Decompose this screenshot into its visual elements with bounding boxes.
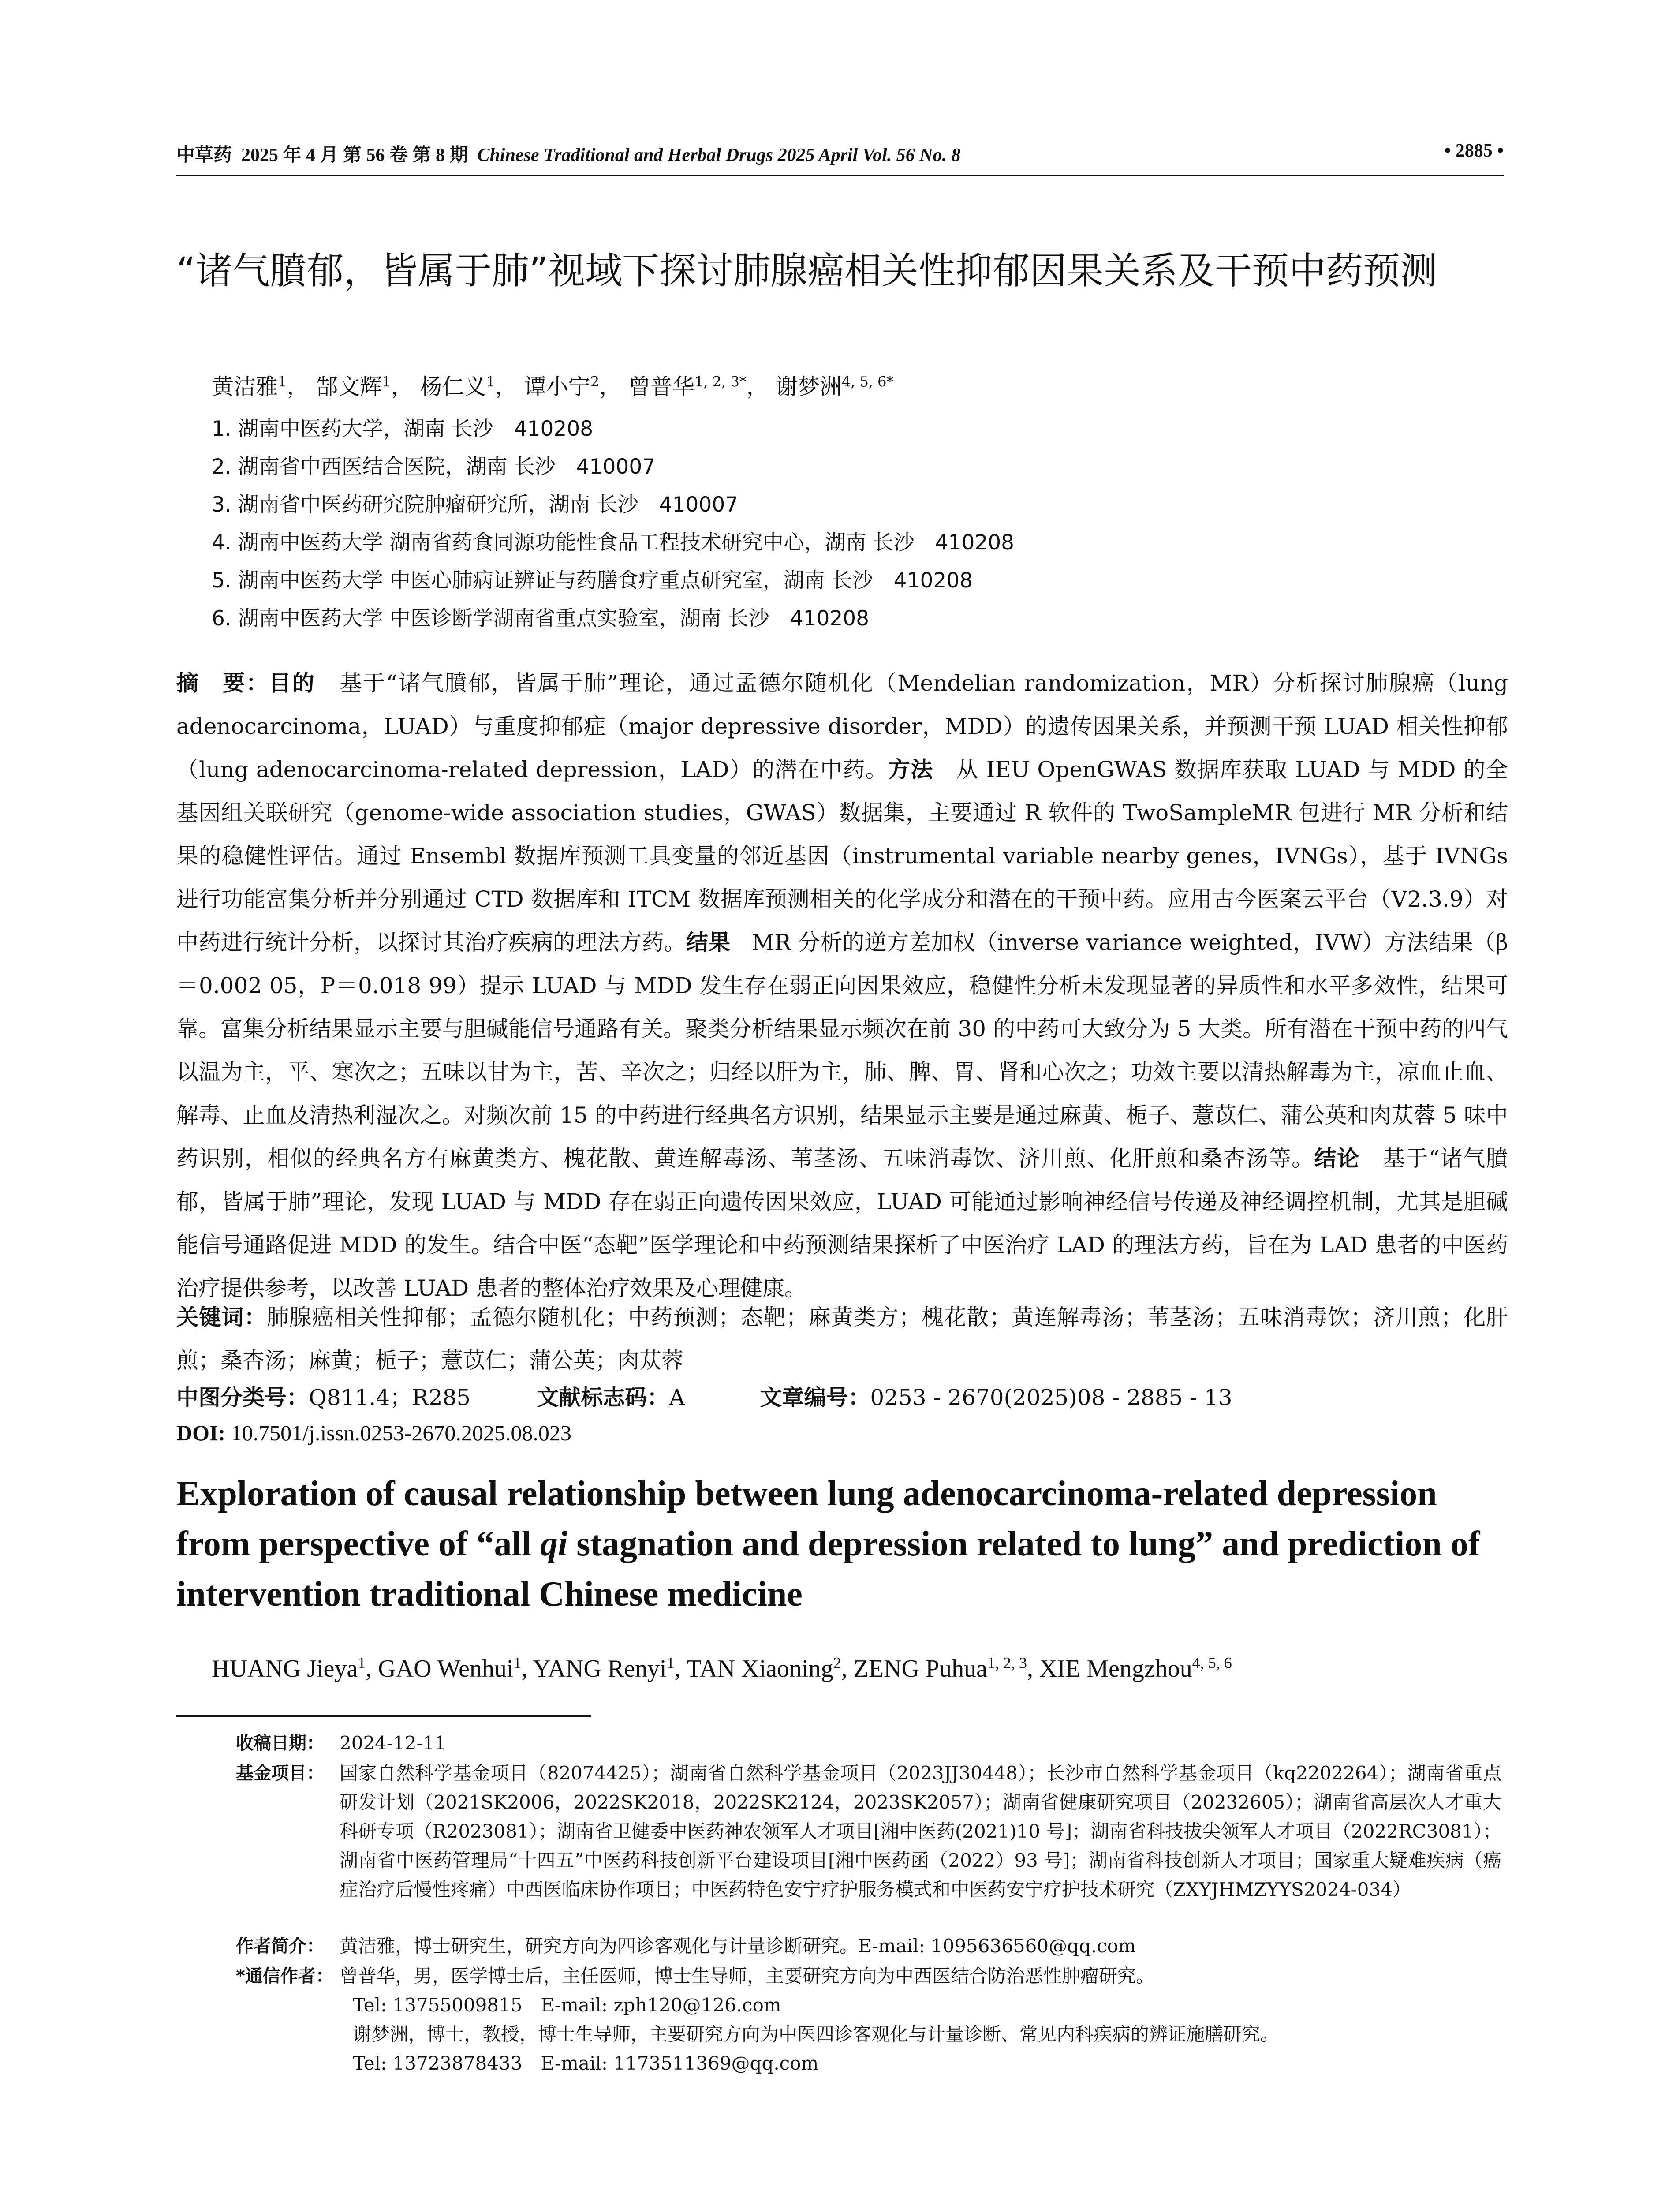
footnote-rule — [176, 1715, 591, 1717]
affiliation-item: 5. 湖南中医药大学 中医心肺病证辨证与药膳食疗重点研究室，湖南 长沙 410208 — [212, 568, 973, 593]
corr-line: 曾普华，男，医学博士后，主任医师，博士生导师，主要研究方向为中西医结合防治恶性肿瘤研究。 — [340, 1965, 1155, 1987]
doccode-value: A — [669, 1385, 685, 1410]
keywords — [176, 1296, 1508, 1382]
doccode-label: 文献标志码： — [537, 1385, 669, 1410]
author-en: XIE Mengzhou$^{4, 5, 6}$ — [1039, 1654, 1232, 1682]
conclusion-label: 结论 — [1314, 1146, 1360, 1171]
issue-info-cn: 2025 年 4 月 第 56 卷 第 8 期 — [241, 145, 468, 165]
abstract-conclusion: 基于“诸气膹郁，皆属于肺”理论，发现 LUAD 与 MDD 存在弱正向遗传因果效应，LUAD 可能通过影响神经信号传递及神经调控机制，尤其是胆碱能信号通路促进 MDD 的发生。结合中医“态靶”医学理论和中药预测结果探析了中医治疗 LAD 的理法方药，旨在为 LAD 患者的中医药治疗提供参考，以改善 LUAD 患者的整体治疗效果及心理健康。 — [176, 1146, 1508, 1301]
received-date: 收稿日期： 2024-12-11 — [236, 1732, 447, 1754]
author: 谢梦洲$^{4, 5, 6*}$ — [775, 373, 894, 400]
affiliation-item: 4. 湖南中医药大学 湖南省药食同源功能性食品工程技术研究中心，湖南 长沙 410208 — [212, 531, 1015, 555]
result-label: 结果 — [686, 930, 731, 955]
doi-label: DOI: — [176, 1420, 226, 1445]
article-number-value: 0253 - 2670(2025)08 - 2885 - 13 — [870, 1385, 1232, 1410]
affiliation-item: 1. 湖南中医药大学，湖南 长沙 410208 — [212, 417, 594, 441]
author-en: TAN Xiaoning$^2$ — [686, 1654, 841, 1682]
corr-line: 谢梦洲，博士，教授，博士生导师，主要研究方向为中医四诊客观化与计量诊断、常见内科疾病的辨证施膳研究。 — [353, 2023, 1279, 2045]
clc-label: 中图分类号： — [176, 1385, 309, 1410]
corr-line: Tel: 13755009815 E-mail: zph120@126.com — [353, 1994, 781, 2016]
author: 黄洁雅$^1$ — [212, 373, 287, 400]
author-en: ZENG Puhua$^{1, 2, 3}$ — [853, 1654, 1027, 1682]
affiliation-item: 3. 湖南省中医药研究院肿瘤研究所，湖南 长沙 410007 — [212, 493, 739, 517]
abstract-label: 摘 要： — [176, 670, 269, 696]
author: 杨仁义$^1$ — [420, 373, 495, 400]
article-title-cn: “诸气膹郁，皆属于肺”视域下探讨肺腺癌相关性抑郁因果关系及干预中药预测 — [176, 249, 1437, 292]
author-list-en: HUANG Jieya$^1$, GAO Wenhui$^1$, YANG Renyi$^1$, TAN Xiaoning$^2$, ZENG Puhua$^{1, 2, 3}$, XIE Mengzhou$^{4, 5, 6}$ — [212, 1654, 1232, 1682]
purpose-label: 目的 — [269, 670, 316, 696]
abstract-purpose: 基于“诸气膹郁，皆属于肺”理论，通过孟德尔随机化（Mendelian randomization，MR）分析探讨肺腺癌（lung adenocarcinoma，LUAD）与重度抑郁症（major depressive disorder，MDD）的遗传因果关系，并预测干预 LUAD 相关性抑郁（lung adenocarcinoma-related depression，LAD）的潜在中药。 — [176, 670, 1508, 782]
corresponding-authors: *通信作者： 曾普华，男，医学博士后，主任医师，博士生导师，主要研究方向为中西医结合防治恶性肿瘤研究。 Tel: 13755009815 E-mail: zph120@126.com 谢梦洲，博士，教授，博士生导师，主要研究方向为中医四诊客观化与计量诊断、常见内科疾病的辨证施膳研究。 Tel: 13723878433 E-mail: 1173511369@qq.com — [236, 1962, 1501, 2078]
affiliation-item: 2. 湖南省中西医结合医院，湖南 长沙 410007 — [212, 455, 656, 479]
page-number: • 2885 • — [1444, 141, 1504, 161]
author-list-cn: 黄洁雅$^1$， 郜文辉$^1$， 杨仁义$^1$， 谭小宁$^2$， 曾普华$^{1, 2, 3*}$， 谢梦洲$^{4, 5, 6*}$ — [212, 373, 894, 400]
abstract-result: MR 分析的逆方差加权（inverse variance weighted，IVW）方法结果（β＝0.002 05，P＝0.018 99）提示 LUAD 与 MDD 发生存在弱正向因果效应，稳健性分析未发现显著的异质性和水平多效性，结果可靠。富集分析结果显示主要与胆碱能信号通路有关。聚类分析结果显示频次在前 30 的中药可大致分为 5 大类。所有潜在干预中药的四气以温为主，平、寒次之；五味以甘为主，苦、辛次之；归经以肝为主，肺、脾、胃、肾和心次之；功效主要以清热解毒为主，凉血止血、解毒、止血及清热利湿次之。对频次前 15 的中药进行经典名方识别，结果显示主要是通过麻黄、栀子、薏苡仁、蒲公英和肉苁蓉 5 味中药识别，相似的经典名方有麻黄类方、槐花散、黄连解毒汤、苇茎汤、五味消毒饮、济川煎、化肝煎和桑杏汤等。 — [176, 930, 1508, 1171]
abstract — [176, 662, 1508, 1310]
running-header — [176, 140, 1504, 171]
article-title-en: Exploration of causal relationship between lung adenocarcinoma-related depression from perspective of “all qi stagnation and depression related to lung” and prediction of intervention traditional Chinese medicine — [176, 1474, 1480, 1614]
journal-name-cn: 中草药 — [176, 144, 232, 165]
affiliation-item: 6. 湖南中医药大学 中医诊断学湖南省重点实验室，湖南 长沙 410208 — [212, 606, 870, 631]
author: 郜文辉$^1$ — [316, 373, 391, 400]
abstract-method: 从 IEU OpenGWAS 数据库获取 LUAD 与 MDD 的全基因组关联研究（genome-wide association studies，GWAS）数据集，主要通过 R 软件的 TwoSampleMR 包进行 MR 分析和结果的稳健性评估。通过 Ensembl 数据库预测工具变量的邻近基因（instrumental variable nearby genes，IVNGs），基于 IVNGs 进行功能富集分析并分别通过 CTD 数据库和 ITCM 数据库预测相关的化学成分和潜在的干预中药。应用古今医案云平台（V2.3.9）对中药进行统计分析，以探讨其治疗疾病的理法方药。 — [176, 757, 1508, 955]
corr-line: Tel: 13723878433 E-mail: 1173511369@qq.com — [353, 2052, 819, 2074]
keywords-label: 关键词： — [176, 1304, 267, 1330]
author-bio: 作者简介： 黄洁雅，博士研究生，研究方向为四诊客观化与计量诊断研究。E-mail: 1095636560@qq.com — [236, 1935, 1136, 1957]
author-en: HUANG Jieya$^1$ — [212, 1654, 366, 1682]
fund-info: 基金项目： 国家自然科学基金项目（82074425）；湖南省自然科学基金项目（2023JJ30448）；长沙市自然科学基金项目（kq2202264）；湖南省重点研发计划（2021SK2006，2022SK2018，2022SK2124，2023SK2057）；湖南省健康研究项目（20232605）；湖南省高层次人才重大科研专项（R2023081）；湖南省卫健委中医药神农领军人才项目[湘中医药(2021)10 号]；湖南省科技拔尖领军人才项目（2022RC3081）；湖南省中医药管理局“十四五”中医药科技创新平台建设项目[湘中医药函（2022）93 号]；湖南省科技创新人才项目；国家重大疑难疾病（癌症治疗后慢性疼痛）中西医临床协作项目；中医药特色安宁疗护服务模式和中医药安宁疗护技术研究（ZXYJHMZYYS2024-034） — [236, 1762, 1501, 1900]
author: 谭小宁$^2$ — [524, 373, 600, 400]
doi-value: 10.7501/j.issn.0253-2670.2025.08.023 — [231, 1420, 571, 1445]
author-en: GAO Wenhui$^1$ — [378, 1654, 522, 1682]
affiliation-list — [212, 410, 1014, 638]
method-label: 方法 — [888, 757, 933, 782]
header-rule — [176, 175, 1504, 176]
article-number-label: 文章编号： — [760, 1385, 870, 1410]
clc-value: Q811.4；R285 — [309, 1385, 471, 1410]
author: 曾普华$^{1, 2, 3*}$ — [628, 373, 747, 400]
doi-line — [176, 1417, 571, 1448]
author-en: YANG Renyi$^1$ — [533, 1654, 675, 1682]
keywords-text: 肺腺癌相关性抑郁；孟德尔随机化；中药预测；态靶；麻黄类方；槐花散；黄连解毒汤；苇茎汤；五味消毒饮；济川煎；化肝煎；桑杏汤；麻黄；栀子；薏苡仁；蒲公英；肉苁蓉 — [176, 1304, 1508, 1373]
journal-name-en: Chinese Traditional and Herbal Drugs 2025 April Vol. 56 No. 8 — [477, 145, 961, 165]
classification-line — [176, 1382, 1232, 1413]
